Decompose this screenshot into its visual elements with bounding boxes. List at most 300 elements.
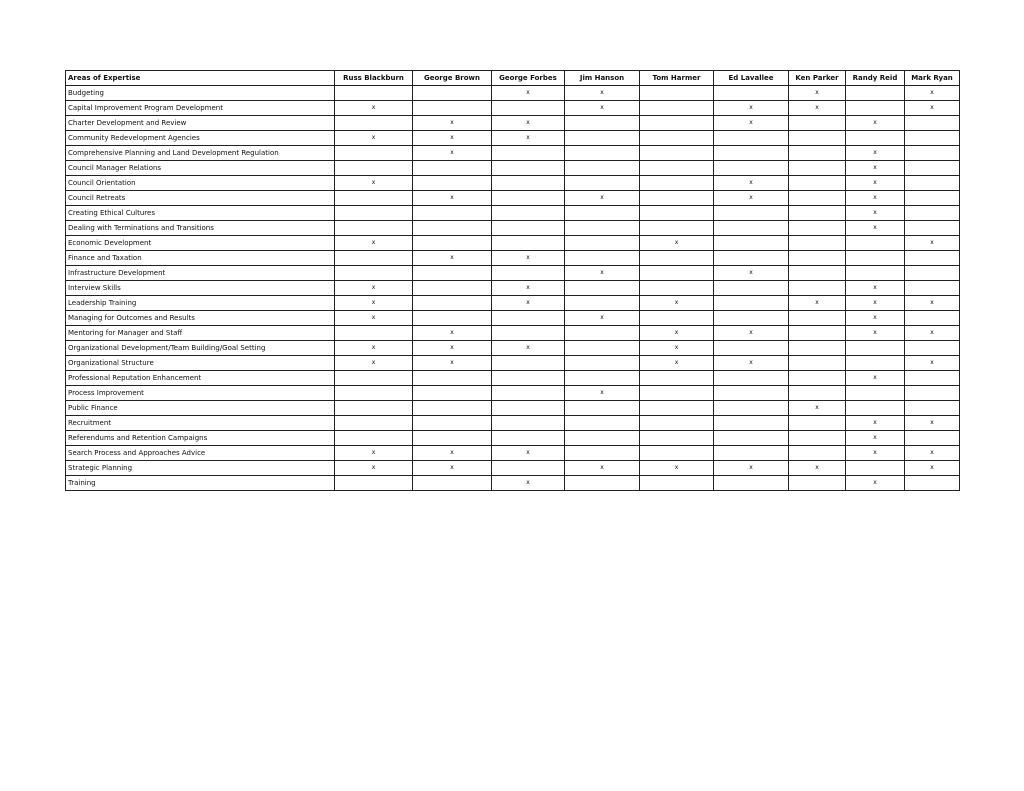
expertise-mark: x [714, 116, 789, 131]
expertise-mark: x [714, 176, 789, 191]
expertise-mark: x [905, 296, 960, 311]
expertise-mark: x [846, 176, 905, 191]
expertise-mark: x [640, 461, 714, 476]
empty-cell [846, 131, 905, 146]
empty-cell [846, 461, 905, 476]
area-label: Council Retreats [66, 191, 335, 206]
empty-cell [846, 401, 905, 416]
empty-cell [846, 251, 905, 266]
expertise-mark: x [492, 86, 565, 101]
empty-cell [789, 116, 846, 131]
empty-cell [905, 131, 960, 146]
empty-cell [335, 266, 413, 281]
expertise-mark: x [335, 311, 413, 326]
table-row [66, 116, 960, 131]
empty-cell [905, 431, 960, 446]
column-header: Ed Lavallee [714, 71, 789, 86]
empty-cell [335, 161, 413, 176]
expertise-mark: x [714, 461, 789, 476]
empty-cell [789, 251, 846, 266]
empty-cell [492, 221, 565, 236]
area-label: Council Manager Relations [66, 161, 335, 176]
empty-cell [905, 191, 960, 206]
expertise-mark: x [714, 326, 789, 341]
table-row [66, 416, 960, 431]
empty-cell [492, 206, 565, 221]
expertise-mark: x [789, 401, 846, 416]
expertise-mark: x [492, 116, 565, 131]
empty-cell [640, 311, 714, 326]
empty-cell [789, 356, 846, 371]
empty-cell [335, 206, 413, 221]
table-row [66, 221, 960, 236]
area-label: Referendums and Retention Campaigns [66, 431, 335, 446]
empty-cell [640, 446, 714, 461]
empty-cell [335, 221, 413, 236]
empty-cell [905, 116, 960, 131]
empty-cell [905, 386, 960, 401]
table-row [66, 311, 960, 326]
header-areas-of-expertise: Areas of Expertise [66, 71, 335, 86]
empty-cell [714, 341, 789, 356]
table-row [66, 131, 960, 146]
empty-cell [335, 401, 413, 416]
empty-cell [413, 221, 492, 236]
area-label: Community Redevelopment Agencies [66, 131, 335, 146]
empty-cell [413, 371, 492, 386]
empty-cell [714, 446, 789, 461]
empty-cell [714, 416, 789, 431]
empty-cell [789, 326, 846, 341]
empty-cell [905, 311, 960, 326]
expertise-mark: x [846, 116, 905, 131]
area-label: Infrastructure Development [66, 266, 335, 281]
empty-cell [640, 416, 714, 431]
expertise-mark: x [413, 356, 492, 371]
table-row [66, 461, 960, 476]
empty-cell [492, 431, 565, 446]
expertise-mark: x [789, 86, 846, 101]
expertise-mark: x [565, 266, 640, 281]
empty-cell [905, 371, 960, 386]
empty-cell [905, 161, 960, 176]
expertise-mark: x [905, 101, 960, 116]
empty-cell [789, 371, 846, 386]
expertise-mark: x [413, 116, 492, 131]
empty-cell [565, 281, 640, 296]
expertise-mark: x [565, 191, 640, 206]
empty-cell [640, 86, 714, 101]
empty-cell [492, 356, 565, 371]
empty-cell [789, 191, 846, 206]
empty-cell [789, 161, 846, 176]
table-row [66, 86, 960, 101]
empty-cell [492, 416, 565, 431]
empty-cell [492, 161, 565, 176]
expertise-mark: x [846, 431, 905, 446]
table-row [66, 191, 960, 206]
empty-cell [714, 221, 789, 236]
expertise-mark: x [413, 191, 492, 206]
table-row [66, 176, 960, 191]
expertise-mark: x [492, 341, 565, 356]
empty-cell [714, 431, 789, 446]
empty-cell [565, 416, 640, 431]
empty-cell [565, 116, 640, 131]
empty-cell [640, 371, 714, 386]
empty-cell [335, 476, 413, 491]
empty-cell [714, 206, 789, 221]
empty-cell [413, 86, 492, 101]
empty-cell [565, 446, 640, 461]
empty-cell [335, 146, 413, 161]
expertise-mark: x [846, 191, 905, 206]
expertise-mark: x [640, 341, 714, 356]
empty-cell [714, 161, 789, 176]
expertise-mark: x [905, 416, 960, 431]
expertise-mark: x [846, 161, 905, 176]
table-row [66, 476, 960, 491]
column-header: Jim Hanson [565, 71, 640, 86]
column-header: Russ Blackburn [335, 71, 413, 86]
empty-cell [335, 386, 413, 401]
empty-cell [789, 341, 846, 356]
expertise-mark: x [640, 326, 714, 341]
expertise-mark: x [905, 461, 960, 476]
table-header-row [66, 71, 960, 86]
expertise-mark: x [714, 191, 789, 206]
empty-cell [565, 296, 640, 311]
table-row [66, 431, 960, 446]
area-label: Process Improvement [66, 386, 335, 401]
empty-cell [413, 311, 492, 326]
empty-cell [789, 416, 846, 431]
area-label: Finance and Taxation [66, 251, 335, 266]
empty-cell [905, 251, 960, 266]
area-label: Recruitment [66, 416, 335, 431]
expertise-mark: x [846, 371, 905, 386]
empty-cell [789, 446, 846, 461]
expertise-mark: x [335, 356, 413, 371]
area-label: Economic Development [66, 236, 335, 251]
empty-cell [492, 236, 565, 251]
expertise-mark: x [492, 251, 565, 266]
empty-cell [565, 371, 640, 386]
empty-cell [492, 191, 565, 206]
expertise-mark: x [846, 146, 905, 161]
expertise-mark: x [905, 446, 960, 461]
empty-cell [789, 431, 846, 446]
empty-cell [565, 206, 640, 221]
area-label: Council Orientation [66, 176, 335, 191]
expertise-mark: x [640, 356, 714, 371]
empty-cell [565, 356, 640, 371]
table-row [66, 446, 960, 461]
empty-cell [846, 386, 905, 401]
area-label: Budgeting [66, 86, 335, 101]
expertise-mark: x [413, 146, 492, 161]
empty-cell [789, 176, 846, 191]
area-label: Training [66, 476, 335, 491]
empty-cell [413, 206, 492, 221]
empty-cell [714, 401, 789, 416]
expertise-mark: x [492, 131, 565, 146]
table-row [66, 371, 960, 386]
expertise-mark: x [846, 326, 905, 341]
area-label: Managing for Outcomes and Results [66, 311, 335, 326]
empty-cell [905, 341, 960, 356]
area-label: Public Finance [66, 401, 335, 416]
empty-cell [640, 281, 714, 296]
empty-cell [492, 101, 565, 116]
empty-cell [714, 296, 789, 311]
expertise-mark: x [846, 311, 905, 326]
empty-cell [905, 281, 960, 296]
empty-cell [640, 251, 714, 266]
empty-cell [714, 386, 789, 401]
expertise-mark: x [492, 446, 565, 461]
expertise-mark: x [492, 281, 565, 296]
area-label: Creating Ethical Cultures [66, 206, 335, 221]
empty-cell [640, 161, 714, 176]
empty-cell [640, 131, 714, 146]
empty-cell [565, 431, 640, 446]
empty-cell [640, 431, 714, 446]
expertise-mark: x [335, 296, 413, 311]
empty-cell [846, 236, 905, 251]
area-label: Organizational Development/Team Building/Goal Setting [66, 341, 335, 356]
empty-cell [492, 461, 565, 476]
expertise-mark: x [565, 386, 640, 401]
expertise-mark: x [789, 461, 846, 476]
table-body [66, 86, 960, 491]
empty-cell [789, 146, 846, 161]
empty-cell [905, 476, 960, 491]
empty-cell [492, 311, 565, 326]
table-row [66, 206, 960, 221]
area-label: Dealing with Terminations and Transitions [66, 221, 335, 236]
table-row [66, 161, 960, 176]
empty-cell [846, 266, 905, 281]
empty-cell [335, 86, 413, 101]
column-header: Mark Ryan [905, 71, 960, 86]
empty-cell [413, 431, 492, 446]
table-row [66, 101, 960, 116]
column-header: Randy Reid [846, 71, 905, 86]
expertise-mark: x [789, 101, 846, 116]
expertise-mark: x [846, 281, 905, 296]
empty-cell [846, 356, 905, 371]
empty-cell [905, 401, 960, 416]
empty-cell [565, 161, 640, 176]
empty-cell [789, 206, 846, 221]
area-label: Professional Reputation Enhancement [66, 371, 335, 386]
expertise-mark: x [335, 176, 413, 191]
empty-cell [640, 401, 714, 416]
empty-cell [492, 401, 565, 416]
table-row [66, 146, 960, 161]
expertise-mark: x [846, 221, 905, 236]
column-header: George Brown [413, 71, 492, 86]
expertise-mark: x [413, 341, 492, 356]
expertise-mark: x [492, 476, 565, 491]
empty-cell [565, 176, 640, 191]
empty-cell [714, 131, 789, 146]
expertise-mark: x [905, 326, 960, 341]
expertise-mark: x [905, 356, 960, 371]
table-row [66, 236, 960, 251]
empty-cell [565, 236, 640, 251]
table-row [66, 251, 960, 266]
expertise-mark: x [640, 296, 714, 311]
expertise-mark: x [413, 251, 492, 266]
empty-cell [789, 281, 846, 296]
empty-cell [640, 266, 714, 281]
area-label: Search Process and Approaches Advice [66, 446, 335, 461]
empty-cell [905, 146, 960, 161]
empty-cell [640, 191, 714, 206]
empty-cell [413, 101, 492, 116]
table-row [66, 296, 960, 311]
table-row [66, 281, 960, 296]
expertise-mark: x [905, 86, 960, 101]
empty-cell [905, 266, 960, 281]
empty-cell [413, 161, 492, 176]
area-label: Mentoring for Manager and Staff [66, 326, 335, 341]
expertise-mark: x [335, 101, 413, 116]
table-row [66, 341, 960, 356]
expertise-mark: x [492, 296, 565, 311]
expertise-mark: x [846, 296, 905, 311]
expertise-mark: x [335, 341, 413, 356]
empty-cell [846, 101, 905, 116]
empty-cell [789, 311, 846, 326]
area-label: Capital Improvement Program Development [66, 101, 335, 116]
empty-cell [789, 236, 846, 251]
expertise-mark: x [714, 356, 789, 371]
empty-cell [413, 176, 492, 191]
empty-cell [640, 386, 714, 401]
table-row [66, 401, 960, 416]
expertise-mark: x [335, 131, 413, 146]
expertise-mark: x [413, 461, 492, 476]
empty-cell [565, 131, 640, 146]
empty-cell [492, 371, 565, 386]
empty-cell [714, 251, 789, 266]
area-label: Strategic Planning [66, 461, 335, 476]
area-label: Charter Development and Review [66, 116, 335, 131]
expertise-mark: x [846, 416, 905, 431]
empty-cell [492, 266, 565, 281]
empty-cell [905, 206, 960, 221]
area-label: Organizational Structure [66, 356, 335, 371]
expertise-mark: x [565, 86, 640, 101]
empty-cell [335, 416, 413, 431]
expertise-mark: x [846, 206, 905, 221]
empty-cell [492, 326, 565, 341]
expertise-mark: x [413, 446, 492, 461]
empty-cell [335, 326, 413, 341]
expertise-mark: x [565, 311, 640, 326]
empty-cell [714, 311, 789, 326]
expertise-mark: x [565, 461, 640, 476]
empty-cell [335, 431, 413, 446]
empty-cell [846, 341, 905, 356]
table-row [66, 356, 960, 371]
empty-cell [789, 386, 846, 401]
empty-cell [565, 146, 640, 161]
empty-cell [714, 146, 789, 161]
expertise-mark: x [714, 266, 789, 281]
empty-cell [565, 401, 640, 416]
empty-cell [413, 476, 492, 491]
table-row [66, 266, 960, 281]
expertise-mark: x [905, 236, 960, 251]
expertise-mark: x [335, 236, 413, 251]
column-header: Ken Parker [789, 71, 846, 86]
empty-cell [714, 476, 789, 491]
expertise-mark: x [413, 131, 492, 146]
empty-cell [640, 146, 714, 161]
empty-cell [789, 221, 846, 236]
expertise-table [65, 70, 960, 491]
empty-cell [789, 266, 846, 281]
empty-cell [413, 266, 492, 281]
empty-cell [789, 476, 846, 491]
expertise-mark: x [413, 326, 492, 341]
table-row [66, 326, 960, 341]
table-row [66, 386, 960, 401]
empty-cell [640, 116, 714, 131]
empty-cell [905, 176, 960, 191]
expertise-mark: x [640, 236, 714, 251]
expertise-mark: x [565, 101, 640, 116]
empty-cell [335, 116, 413, 131]
empty-cell [492, 386, 565, 401]
empty-cell [492, 176, 565, 191]
empty-cell [905, 221, 960, 236]
empty-cell [413, 281, 492, 296]
empty-cell [492, 146, 565, 161]
empty-cell [640, 476, 714, 491]
empty-cell [565, 326, 640, 341]
empty-cell [413, 401, 492, 416]
area-label: Interview Skills [66, 281, 335, 296]
empty-cell [565, 251, 640, 266]
column-header: Tom Harmer [640, 71, 714, 86]
empty-cell [335, 251, 413, 266]
empty-cell [565, 221, 640, 236]
empty-cell [640, 176, 714, 191]
empty-cell [413, 386, 492, 401]
column-header: George Forbes [492, 71, 565, 86]
empty-cell [413, 236, 492, 251]
area-label: Leadership Training [66, 296, 335, 311]
empty-cell [640, 101, 714, 116]
area-label: Comprehensive Planning and Land Development Regulation [66, 146, 335, 161]
empty-cell [789, 131, 846, 146]
empty-cell [335, 371, 413, 386]
empty-cell [846, 86, 905, 101]
empty-cell [565, 476, 640, 491]
expertise-mark: x [335, 446, 413, 461]
empty-cell [565, 341, 640, 356]
empty-cell [714, 236, 789, 251]
expertise-mark: x [335, 461, 413, 476]
empty-cell [714, 86, 789, 101]
empty-cell [714, 371, 789, 386]
empty-cell [640, 206, 714, 221]
